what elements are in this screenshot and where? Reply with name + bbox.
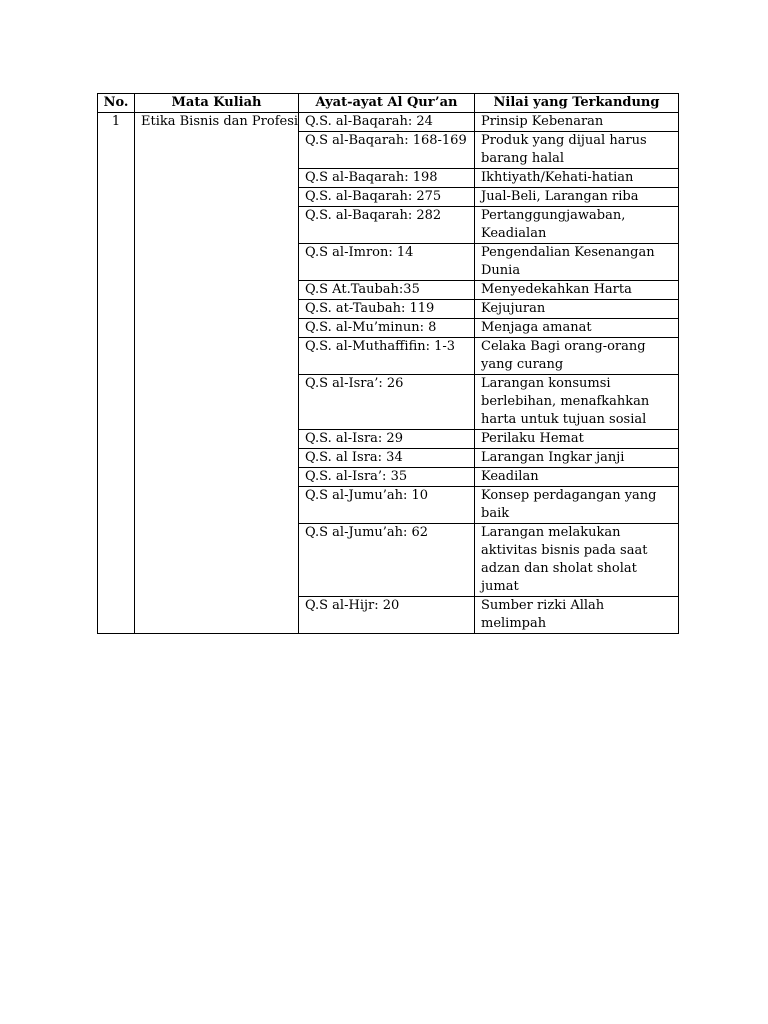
verse-cell: Q.S al-Imron: 14	[299, 244, 475, 281]
table-row	[98, 113, 679, 132]
course-cell: Etika Bisnis dan Profesi	[135, 113, 299, 634]
header-no: No.	[98, 94, 135, 113]
verse-cell: Q.S al-Jumu’ah: 10	[299, 487, 475, 524]
value-cell: Ikhtiyath/Kehati-hatian	[475, 169, 679, 188]
value-cell: Jual-Beli, Larangan riba	[475, 188, 679, 207]
value-cell: Konsep perdagangan yang baik	[475, 487, 679, 524]
header-values: Nilai yang Terkandung	[475, 94, 679, 113]
value-cell: Larangan konsumsi berlebihan, menafkahkan harta untuk tujuan sosial	[475, 375, 679, 430]
header-course: Mata Kuliah	[135, 94, 299, 113]
value-cell: Menyedekahkan Harta	[475, 281, 679, 300]
table-header-row	[98, 94, 679, 113]
verse-cell: Q.S al-Jumu’ah: 62	[299, 524, 475, 597]
value-cell: Larangan melakukan aktivitas bisnis pada saat adzan dan sholat sholat jumat	[475, 524, 679, 597]
value-cell: Pengendalian Kesenangan Dunia	[475, 244, 679, 281]
value-cell: Prinsip Kebenaran	[475, 113, 679, 132]
value-cell: Kejujuran	[475, 300, 679, 319]
value-cell: Larangan Ingkar janji	[475, 449, 679, 468]
verse-cell: Q.S al-Isra’: 26	[299, 375, 475, 430]
verse-cell: Q.S. at-Taubah: 119	[299, 300, 475, 319]
verse-cell: Q.S al-Baqarah: 198	[299, 169, 475, 188]
table-body	[98, 113, 679, 634]
verse-cell: Q.S. al-Isra: 29	[299, 430, 475, 449]
verse-cell: Q.S. al-Isra’: 35	[299, 468, 475, 487]
value-cell: Keadilan	[475, 468, 679, 487]
value-cell: Menjaga amanat	[475, 319, 679, 338]
value-cell: Sumber rizki Allah melimpah	[475, 597, 679, 634]
value-cell: Celaka Bagi orang-orang yang curang	[475, 338, 679, 375]
verse-cell: Q.S al-Baqarah: 168-169	[299, 132, 475, 169]
verse-cell: Q.S. al-Baqarah: 275	[299, 188, 475, 207]
verse-cell: Q.S. al Isra: 34	[299, 449, 475, 468]
verse-cell: Q.S al-Hijr: 20	[299, 597, 475, 634]
verse-cell: Q.S At.Taubah:35	[299, 281, 475, 300]
value-cell: Pertanggungjawaban, Keadialan	[475, 207, 679, 244]
header-verses: Ayat-ayat Al Qur’an	[299, 94, 475, 113]
value-cell: Perilaku Hemat	[475, 430, 679, 449]
value-cell: Produk yang dijual harus barang halal	[475, 132, 679, 169]
verse-cell: Q.S. al-Baqarah: 24	[299, 113, 475, 132]
verse-cell: Q.S. al-Muthaffifin: 1-3	[299, 338, 475, 375]
verses-table	[97, 93, 679, 634]
verse-cell: Q.S. al-Mu’minun: 8	[299, 319, 475, 338]
row-number-cell: 1	[98, 113, 135, 634]
verse-cell: Q.S. al-Baqarah: 282	[299, 207, 475, 244]
